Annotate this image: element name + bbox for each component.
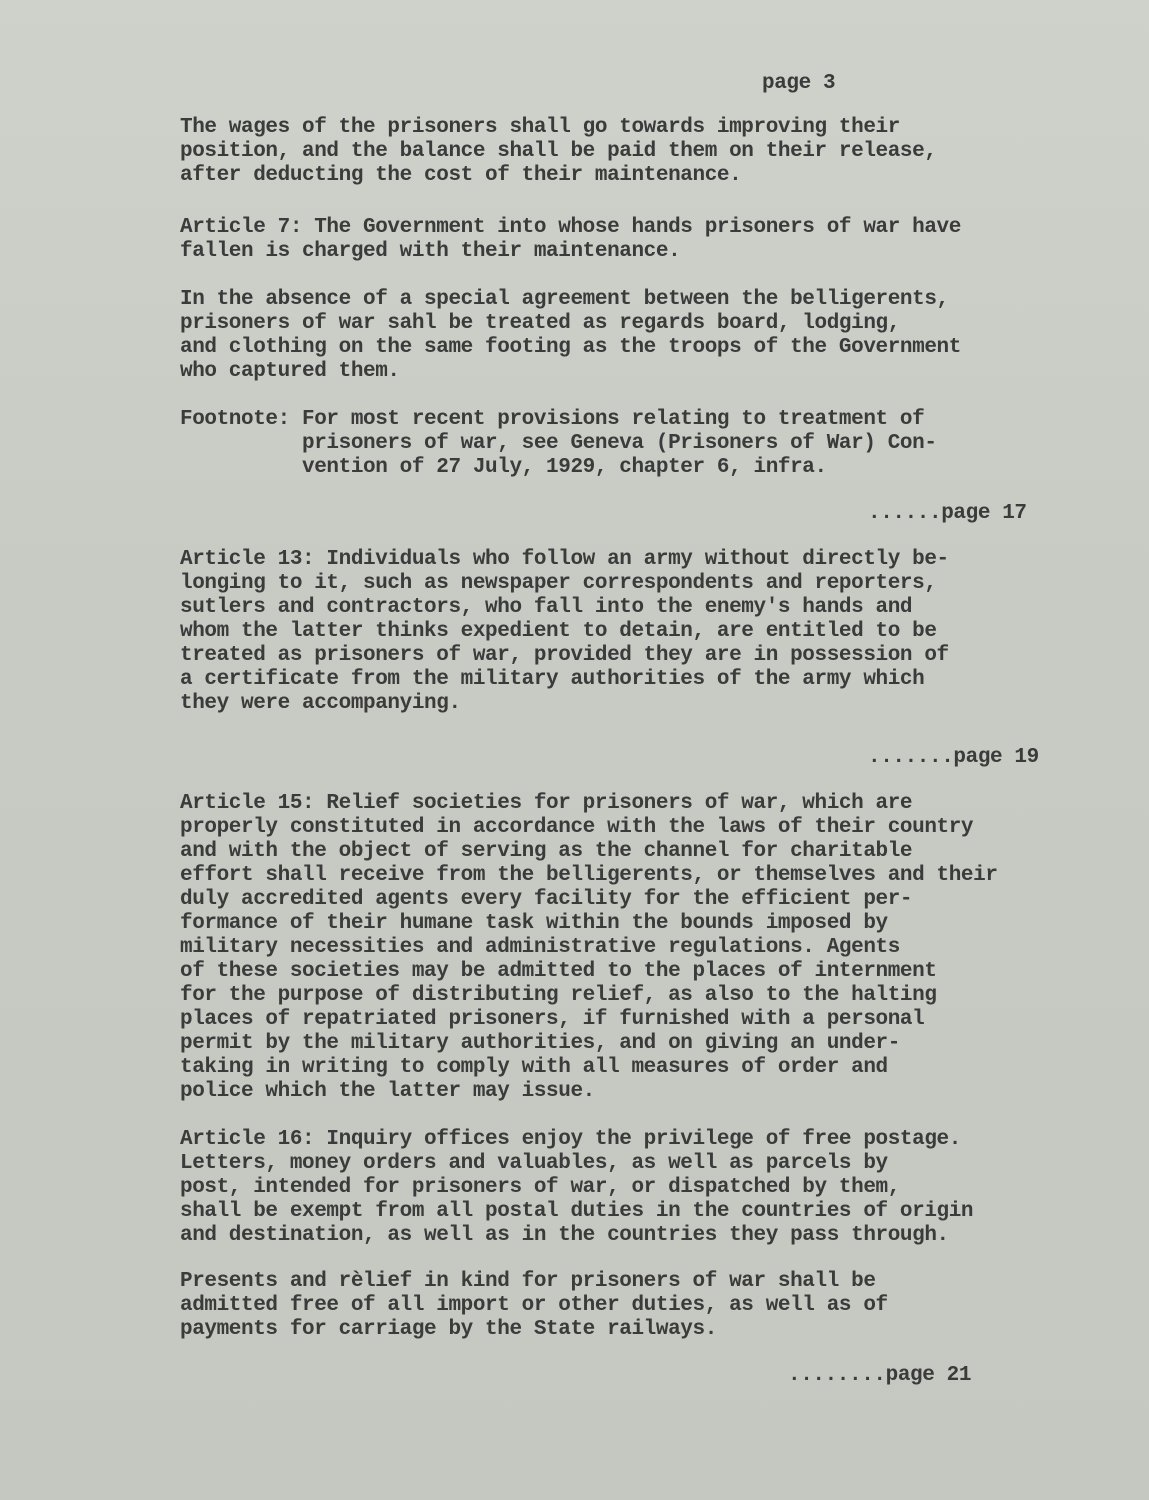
- text-line: after deducting the cost of their maintenance.: [180, 164, 742, 187]
- page-marker: ........page 21: [788, 1364, 972, 1387]
- text-line: vention of 27 July, 1929, chapter 6, infra.: [180, 456, 827, 479]
- text-line: taking in writing to comply with all measures of order and: [180, 1056, 888, 1079]
- text-line: and destination, as well as in the countries they pass through.: [180, 1224, 949, 1247]
- text-line: permit by the military authorities, and on giving an under-: [180, 1032, 900, 1055]
- text-line: prisoners of war sahl be treated as regards board, lodging,: [180, 312, 900, 335]
- text-line: duly accredited agents every facility for the efficient per-: [180, 888, 913, 911]
- text-line: and clothing on the same footing as the troops of the Government: [180, 336, 961, 359]
- text-line: Article 7: The Government into whose hands prisoners of war have: [180, 216, 961, 239]
- text-line: who captured them.: [180, 360, 400, 383]
- text-line: longing to it, such as newspaper correspondents and reporters,: [180, 572, 937, 595]
- text-line: effort shall receive from the belligerents, or themselves and their: [180, 864, 998, 887]
- text-line: sutlers and contractors, who fall into the enemy's hands and: [180, 596, 913, 619]
- text-line: position, and the balance shall be paid them on their release,: [180, 140, 937, 163]
- text-line: The wages of the prisoners shall go towards improving their: [180, 116, 900, 139]
- text-line: military necessities and administrative regulations. Agents: [180, 936, 900, 959]
- text-line: treated as prisoners of war, provided they are in possession of: [180, 644, 949, 667]
- text-line: Article 13: Individuals who follow an army without directly be-: [180, 548, 949, 571]
- text-line: places of repatriated prisoners, if furnished with a personal: [180, 1008, 925, 1031]
- text-line: payments for carriage by the State railways.: [180, 1318, 717, 1341]
- text-line: In the absence of a special agreement between the belligerents,: [180, 288, 949, 311]
- text-line: police which the latter may issue.: [180, 1080, 595, 1103]
- text-line: properly constituted in accordance with the laws of their country: [180, 816, 974, 839]
- page-header: page 3: [762, 72, 836, 95]
- page-marker: ......page 17: [868, 502, 1027, 525]
- text-line: and with the object of serving as the channel for charitable: [180, 840, 913, 863]
- text-line: they were accompanying.: [180, 692, 461, 715]
- text-line: Article 15: Relief societies for prisoners of war, which are: [180, 792, 913, 815]
- text-line: Footnote: For most recent provisions relating to treatment of: [180, 408, 925, 431]
- text-line: Article 16: Inquiry offices enjoy the privilege of free postage.: [180, 1128, 961, 1151]
- text-line: admitted free of all import or other duties, as well as of: [180, 1294, 888, 1317]
- text-line: prisoners of war, see Geneva (Prisoners of War) Con-: [180, 432, 937, 455]
- text-line: shall be exempt from all postal duties in the countries of origin: [180, 1200, 974, 1223]
- text-line: formance of their humane task within the bounds imposed by: [180, 912, 888, 935]
- text-line: whom the latter thinks expedient to detain, are entitled to be: [180, 620, 937, 643]
- page-marker: .......page 19: [868, 746, 1039, 769]
- text-line: a certificate from the military authorities of the army which: [180, 668, 925, 691]
- text-line: Presents and rèlief in kind for prisoners of war shall be: [180, 1270, 876, 1293]
- text-line: Letters, money orders and valuables, as well as parcels by: [180, 1152, 888, 1175]
- text-line: post, intended for prisoners of war, or dispatched by them,: [180, 1176, 900, 1199]
- text-line: of these societies may be admitted to the places of internment: [180, 960, 937, 983]
- text-line: fallen is charged with their maintenance.: [180, 240, 681, 263]
- text-line: for the purpose of distributing relief, as also to the halting: [180, 984, 937, 1007]
